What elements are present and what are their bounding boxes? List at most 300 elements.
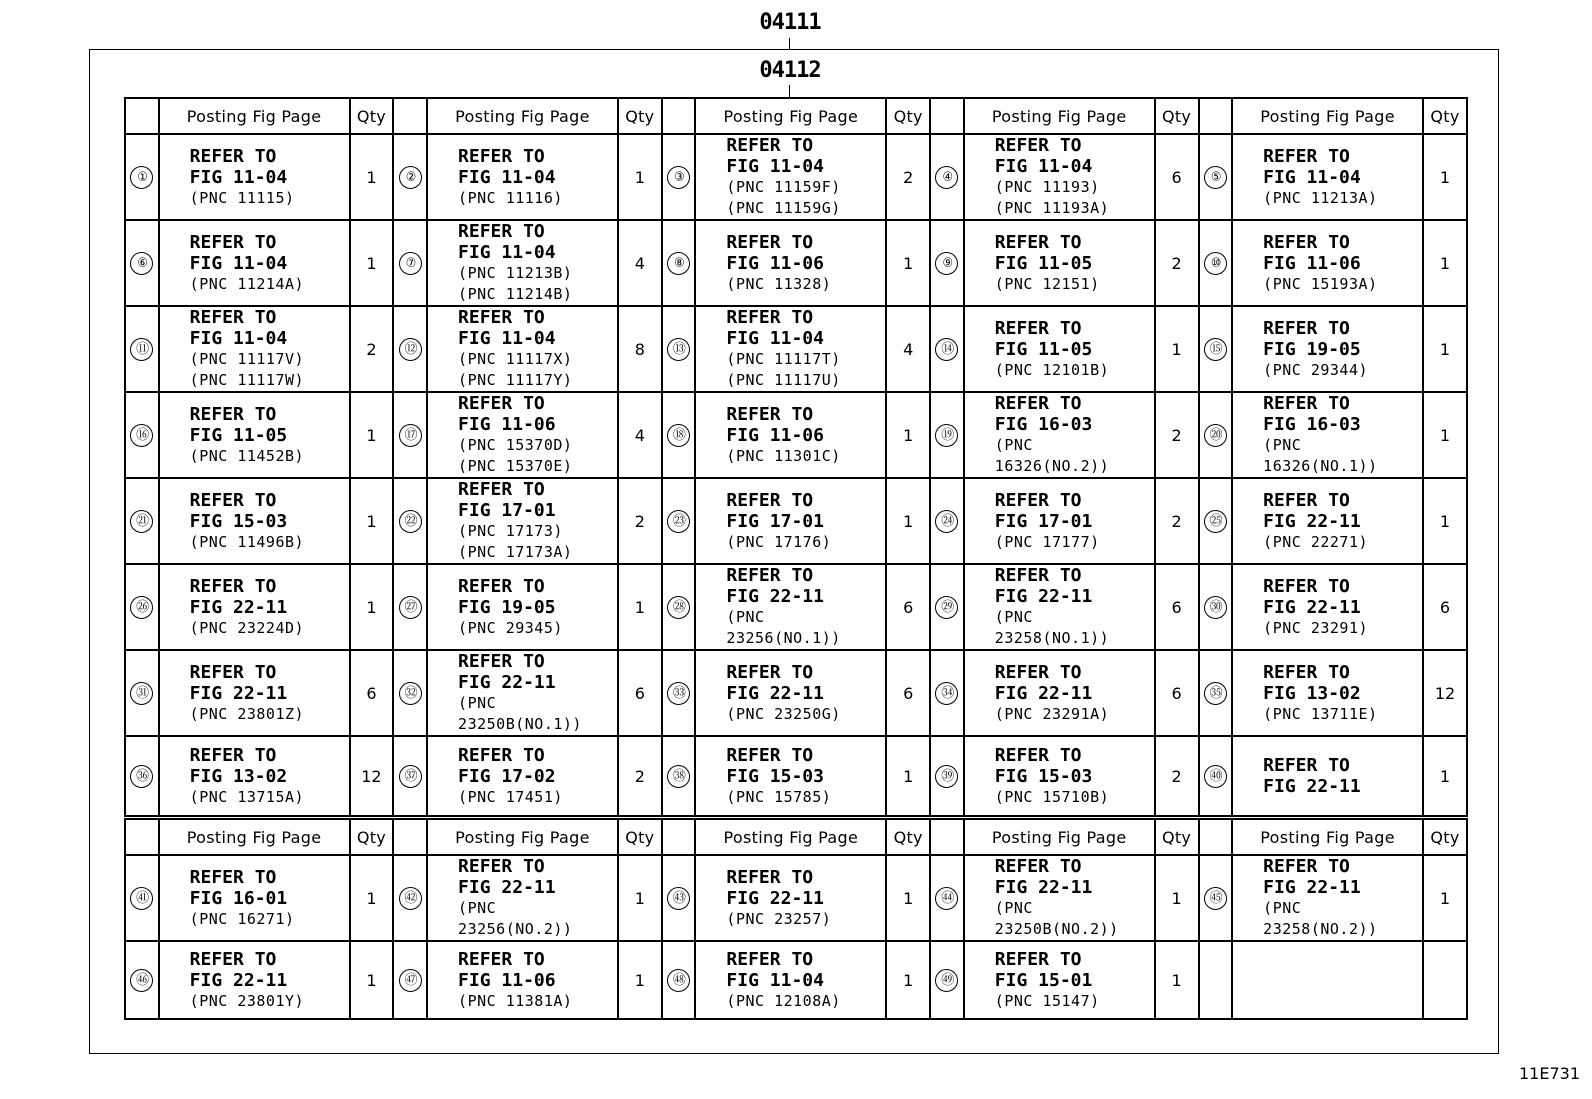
fig-ref-link[interactable]: FIG 22-11 (189, 969, 288, 991)
fig-ref-link[interactable]: FIG 22-11 (1263, 877, 1361, 898)
header-blank (662, 819, 696, 855)
pnc-text: (PNC 17173) (458, 522, 563, 540)
item-number-badge: ㉕ (1204, 510, 1227, 533)
pnc-text: (PNC 22271) (1263, 532, 1369, 551)
item-number-badge: ⑲ (935, 424, 958, 447)
fig-ref-link[interactable]: FIG 22-11 (1263, 776, 1361, 797)
reference-cell (159, 736, 350, 816)
qty-cell: 1 (350, 564, 394, 650)
reference-cell (427, 392, 618, 478)
qty-cell: 2 (618, 478, 662, 564)
fig-ref-link[interactable]: FIG 17-01 (458, 500, 556, 521)
fig-ref-link[interactable]: FIG 11-04 (1263, 166, 1361, 188)
pnc-text: (PNC 11214B) (458, 285, 573, 303)
fig-ref-link[interactable]: FIG 17-01 (994, 510, 1093, 532)
reference-cell (1232, 564, 1423, 650)
pnc-text: (PNC 23258(NO.1)) (994, 608, 1110, 647)
reference-cell (159, 478, 350, 564)
header-posting: Posting Fig Page (695, 819, 886, 855)
item-number-badge: ㊱ (130, 765, 153, 788)
pnc-text: (PNC 11328) (726, 274, 832, 293)
fig-ref-link[interactable]: FIG 11-04 (189, 166, 288, 188)
qty-cell: 1 (618, 941, 662, 1019)
item-number-cell (125, 306, 159, 392)
item-number-badge: ⑰ (399, 424, 422, 447)
refer-to-text: REFER TO (1263, 489, 1350, 511)
qty-cell: 2 (350, 306, 394, 392)
qty-cell: 4 (886, 306, 930, 392)
qty-cell: 1 (886, 220, 930, 306)
table-row (125, 478, 1467, 564)
item-number-cell (1199, 306, 1233, 392)
refer-to-text: REFER TO (189, 661, 277, 683)
table-row (125, 650, 1467, 736)
refer-to-text: REFER TO (1263, 755, 1350, 776)
pnc-text: (PNC 11381A) (458, 991, 573, 1010)
refer-to-text: REFER TO (458, 575, 545, 597)
table-row (125, 220, 1467, 306)
fig-ref-link[interactable]: FIG 11-04 (726, 328, 824, 349)
pnc-text: (PNC 11213A) (1263, 188, 1378, 207)
pnc-text: (PNC 23291A) (994, 704, 1110, 723)
refer-to-text: REFER TO (726, 948, 814, 970)
reference-cell (427, 650, 618, 736)
header-blank (393, 98, 427, 134)
reference-table-2 (124, 818, 1468, 1020)
pnc-text: (PNC 11117X) (458, 350, 573, 368)
header-qty: Qty (886, 819, 930, 855)
reference-cell (427, 941, 618, 1019)
fig-ref-link[interactable]: FIG 15-03 (726, 765, 824, 787)
refer-to-text: REFER TO (189, 866, 277, 888)
fig-ref-link[interactable]: FIG 15-03 (994, 765, 1093, 787)
fig-ref-link[interactable]: FIG 22-11 (458, 672, 556, 693)
qty-cell: 1 (618, 134, 662, 220)
refer-to-text: REFER TO (1263, 393, 1350, 414)
fig-ref-link[interactable]: FIG 11-04 (726, 969, 824, 991)
leader-line-top (789, 38, 790, 49)
refer-to-text: REFER TO (1263, 145, 1350, 167)
fig-ref-link[interactable]: FIG 11-04 (994, 156, 1093, 177)
qty-cell: 1 (350, 941, 394, 1019)
fig-ref-link[interactable]: FIG 11-04 (458, 166, 556, 188)
qty-cell: 6 (886, 564, 930, 650)
assembly-label: 04111 (759, 10, 821, 35)
item-number-badge: ㊾ (935, 969, 958, 992)
item-number-cell (393, 564, 427, 650)
qty-cell: 6 (886, 650, 930, 736)
reference-table-1 (124, 97, 1468, 817)
fig-ref-link[interactable]: FIG 13-02 (1263, 682, 1361, 704)
item-number-badge: ㉙ (935, 596, 958, 619)
item-number-badge: ㊴ (935, 765, 958, 788)
fig-ref-link[interactable]: FIG 22-11 (994, 586, 1093, 607)
fig-ref-link[interactable]: FIG 17-01 (726, 510, 824, 532)
reference-cell (159, 134, 350, 220)
pnc-text: (PNC 11496B) (189, 532, 305, 551)
item-number-badge: ① (130, 166, 153, 189)
header-posting: Posting Fig Page (159, 819, 350, 855)
pnc-text: (PNC 23256(NO.2)) (458, 899, 573, 938)
item-number-badge: ㊷ (399, 887, 422, 910)
fig-ref-link[interactable]: FIG 11-04 (726, 156, 824, 177)
qty-cell: 1 (350, 855, 394, 941)
fig-ref-link[interactable]: FIG 19-05 (458, 596, 556, 618)
fig-ref-link[interactable]: FIG 11-06 (458, 414, 556, 435)
item-number-badge: ㉖ (130, 596, 153, 619)
refer-to-text: REFER TO (994, 135, 1082, 156)
item-number-cell (125, 392, 159, 478)
header-qty: Qty (1155, 819, 1199, 855)
item-number-cell (125, 736, 159, 816)
qty-cell: 1 (350, 392, 394, 478)
refer-to-text: REFER TO (726, 403, 814, 425)
pnc-text: (PNC 23250B(NO.2)) (994, 899, 1119, 938)
fig-ref-link[interactable]: FIG 11-05 (189, 424, 288, 446)
fig-ref-link[interactable]: FIG 16-03 (1263, 414, 1361, 435)
qty-cell: 8 (618, 306, 662, 392)
fig-ref-link[interactable]: FIG 13-02 (189, 765, 288, 787)
refer-to-text: REFER TO (1263, 661, 1350, 683)
header-blank (393, 819, 427, 855)
reference-cell (1232, 478, 1423, 564)
pnc-text: (PNC 12108A) (726, 991, 841, 1010)
qty-cell: 1 (886, 478, 930, 564)
reference-cell (159, 392, 350, 478)
item-number-cell (1199, 220, 1233, 306)
item-number-badge: ⑱ (667, 424, 690, 447)
reference-cell (159, 941, 350, 1019)
qty-cell: 12 (350, 736, 394, 816)
fig-ref-link[interactable]: FIG 22-11 (189, 682, 288, 704)
pnc-text: (PNC 15370E) (458, 457, 573, 475)
fig-ref-link[interactable]: FIG 11-06 (726, 424, 824, 446)
item-number-badge: ㊲ (399, 765, 422, 788)
item-number-cell (125, 478, 159, 564)
reference-cell (1232, 941, 1423, 1019)
reference-cell (964, 941, 1155, 1019)
pnc-text: (PNC 23250G) (726, 704, 841, 723)
refer-to-text: REFER TO (458, 221, 545, 242)
reference-cell (1232, 306, 1423, 392)
qty-cell: 1 (350, 134, 394, 220)
item-number-badge: ㉓ (667, 510, 690, 533)
reference-cell (695, 650, 886, 736)
fig-ref-link[interactable]: FIG 22-11 (726, 887, 824, 909)
pnc-text: (PNC 16271) (189, 909, 295, 928)
reference-cell (964, 650, 1155, 736)
fig-ref-link[interactable]: FIG 22-11 (994, 682, 1093, 704)
reference-cell (427, 134, 618, 220)
fig-ref-link[interactable]: FIG 11-06 (458, 969, 556, 991)
fig-ref-link[interactable]: FIG 22-11 (189, 596, 288, 618)
header-blank (1199, 98, 1233, 134)
reference-cell (695, 220, 886, 306)
qty-cell: 1 (886, 941, 930, 1019)
fig-ref-link[interactable]: FIG 11-05 (994, 338, 1093, 360)
reference-cell (695, 564, 886, 650)
pnc-text: (PNC 17176) (726, 532, 832, 551)
refer-to-text: REFER TO (994, 744, 1082, 766)
pnc-text: (PNC 11117Y) (458, 371, 573, 389)
fig-ref-link[interactable]: FIG 11-06 (726, 252, 824, 274)
table-row (125, 306, 1467, 392)
header-posting: Posting Fig Page (1232, 819, 1423, 855)
qty-cell: 1 (1423, 134, 1467, 220)
reference-cell (1232, 220, 1423, 306)
qty-cell: 1 (350, 478, 394, 564)
pnc-text: (PNC 11452B) (189, 446, 305, 465)
fig-ref-link[interactable]: FIG 11-06 (1263, 252, 1361, 274)
item-number-cell (930, 220, 964, 306)
refer-to-text: REFER TO (189, 145, 277, 167)
pnc-text: (PNC 11117U) (726, 371, 841, 389)
item-number-cell (662, 564, 696, 650)
item-number-badge: ㊽ (667, 969, 690, 992)
item-number-badge: ㊸ (667, 887, 690, 910)
header-qty: Qty (886, 98, 930, 134)
header-posting: Posting Fig Page (427, 819, 618, 855)
item-number-badge: ㊺ (1204, 887, 1227, 910)
fig-ref-link[interactable]: FIG 11-05 (994, 252, 1093, 274)
pnc-text: (PNC 15710B) (994, 787, 1110, 806)
reference-cell (695, 306, 886, 392)
refer-to-text: REFER TO (726, 307, 814, 328)
fig-ref-link[interactable]: FIG 22-11 (726, 586, 824, 607)
item-number-cell (662, 855, 696, 941)
qty-cell: 4 (618, 392, 662, 478)
reference-cell (159, 220, 350, 306)
item-number-badge: ㉞ (935, 682, 958, 705)
item-number-badge: ⑦ (399, 252, 422, 275)
qty-cell: 6 (1155, 134, 1199, 220)
reference-cell (1232, 736, 1423, 816)
fig-ref-link[interactable]: FIG 19-05 (1263, 338, 1361, 360)
item-number-cell (1199, 134, 1233, 220)
qty-cell: 2 (1155, 220, 1199, 306)
reference-cell (1232, 855, 1423, 941)
item-number-cell (662, 478, 696, 564)
pnc-text: (PNC 13711E) (1263, 704, 1378, 723)
refer-to-text: REFER TO (189, 948, 277, 970)
header-posting: Posting Fig Page (1232, 98, 1423, 134)
pnc-text: (PNC 11214A) (189, 274, 305, 293)
item-number-badge: ㉝ (667, 682, 690, 705)
fig-ref-link[interactable]: FIG 15-03 (189, 510, 288, 532)
reference-cell (695, 736, 886, 816)
fig-ref-link[interactable]: FIG 22-11 (1263, 596, 1361, 618)
refer-to-text: REFER TO (726, 489, 814, 511)
item-number-cell (930, 134, 964, 220)
pnc-text: (PNC 17173A) (458, 543, 573, 561)
pnc-text: (PNC 16326(NO.2)) (994, 436, 1110, 475)
fig-ref-link[interactable]: FIG 22-11 (1263, 510, 1361, 532)
fig-ref-link[interactable]: FIG 22-11 (994, 877, 1093, 898)
fig-ref-link[interactable]: FIG 22-11 (726, 682, 824, 704)
refer-to-text: REFER TO (458, 651, 545, 672)
item-number-badge: ⑭ (935, 338, 958, 361)
qty-cell: 1 (886, 736, 930, 816)
item-number-cell (393, 941, 427, 1019)
refer-to-text: REFER TO (1263, 575, 1350, 597)
header-posting: Posting Fig Page (964, 98, 1155, 134)
item-number-cell (930, 736, 964, 816)
item-number-cell (1199, 392, 1233, 478)
reference-cell (964, 478, 1155, 564)
item-number-cell (930, 650, 964, 736)
pnc-text: (PNC 15147) (994, 991, 1100, 1010)
item-number-badge: ⑥ (130, 252, 153, 275)
reference-cell (1232, 650, 1423, 736)
qty-cell: 2 (618, 736, 662, 816)
item-number-badge: ㉟ (1204, 682, 1227, 705)
qty-cell: 1 (1423, 306, 1467, 392)
item-number-cell (1199, 855, 1233, 941)
item-number-cell (125, 855, 159, 941)
sub-assembly-label: 04112 (759, 58, 821, 83)
item-number-badge: ⑳ (1204, 424, 1227, 447)
item-number-cell (930, 855, 964, 941)
fig-ref-link[interactable]: FIG 15-01 (994, 969, 1093, 991)
qty-cell: 12 (1423, 650, 1467, 736)
pnc-text: (PNC 13715A) (189, 787, 305, 806)
fig-ref-link[interactable]: FIG 11-04 (189, 252, 288, 274)
refer-to-text: REFER TO (726, 135, 814, 156)
refer-to-text: REFER TO (458, 744, 545, 766)
header-posting: Posting Fig Page (964, 819, 1155, 855)
header-qty: Qty (350, 819, 394, 855)
refer-to-text: REFER TO (189, 307, 277, 328)
qty-cell: 1 (1423, 855, 1467, 941)
fig-ref-link[interactable]: FIG 11-04 (458, 328, 556, 349)
item-number-cell (1199, 478, 1233, 564)
pnc-text: (PNC 11159F) (726, 178, 841, 196)
item-number-badge: ㉘ (667, 596, 690, 619)
item-number-cell (662, 392, 696, 478)
qty-cell: 4 (618, 220, 662, 306)
refer-to-text: REFER TO (994, 231, 1082, 253)
item-number-badge: ㊻ (130, 969, 153, 992)
pnc-text: (PNC 15193A) (1263, 274, 1378, 293)
item-number-cell (662, 736, 696, 816)
pnc-text: (PNC 11115) (189, 188, 295, 207)
item-number-badge: ㉚ (1204, 596, 1227, 619)
item-number-cell (1199, 650, 1233, 736)
pnc-text: (PNC 23257) (726, 909, 832, 928)
pnc-text: (PNC 16326(NO.1)) (1263, 436, 1378, 475)
reference-cell (695, 392, 886, 478)
pnc-text: (PNC 23250B(NO.1)) (458, 694, 582, 733)
refer-to-text: REFER TO (994, 489, 1082, 511)
table-row (125, 941, 1467, 1019)
pnc-text: (PNC 23801Y) (189, 991, 305, 1010)
header-blank (1199, 819, 1233, 855)
pnc-text: (PNC 11116) (458, 188, 563, 207)
pnc-text: (PNC 23256(NO.1)) (726, 608, 841, 647)
reference-cell (159, 306, 350, 392)
header-qty: Qty (1155, 98, 1199, 134)
item-number-badge: ⑮ (1204, 338, 1227, 361)
table-row (125, 736, 1467, 816)
item-number-badge: ㉛ (130, 682, 153, 705)
table-row (125, 134, 1467, 220)
qty-cell (1423, 941, 1467, 1019)
pnc-text: (PNC 23258(NO.2)) (1263, 899, 1378, 938)
pnc-text: (PNC 12151) (994, 274, 1100, 293)
qty-cell: 1 (1155, 306, 1199, 392)
header-posting: Posting Fig Page (695, 98, 886, 134)
qty-cell: 1 (1423, 736, 1467, 816)
refer-to-text: REFER TO (994, 393, 1082, 414)
reference-cell (159, 855, 350, 941)
pnc-text: (PNC 11117T) (726, 350, 841, 368)
item-number-cell (393, 392, 427, 478)
qty-cell: 1 (886, 392, 930, 478)
reference-cell (427, 564, 618, 650)
reference-cell (964, 855, 1155, 941)
pnc-text: (PNC 23224D) (189, 618, 305, 637)
refer-to-text: REFER TO (458, 307, 545, 328)
refer-to-text: REFER TO (726, 565, 814, 586)
item-number-badge: ㊵ (1204, 765, 1227, 788)
refer-to-text: REFER TO (726, 744, 814, 766)
reference-cell (159, 650, 350, 736)
reference-cell (964, 392, 1155, 478)
qty-cell: 1 (1423, 478, 1467, 564)
item-number-cell (662, 650, 696, 736)
pnc-text: (PNC 11159G) (726, 199, 841, 217)
item-number-badge: ㉔ (935, 510, 958, 533)
refer-to-text: REFER TO (726, 231, 814, 253)
item-number-badge: ⑪ (130, 338, 153, 361)
refer-to-text: REFER TO (458, 145, 545, 167)
table-row (125, 855, 1467, 941)
item-number-badge: ⑨ (935, 252, 958, 275)
header-blank (930, 819, 964, 855)
fig-ref-link[interactable]: FIG 17-02 (458, 765, 556, 787)
qty-cell: 2 (1155, 736, 1199, 816)
item-number-cell (662, 306, 696, 392)
header-qty: Qty (618, 819, 662, 855)
reference-cell (1232, 392, 1423, 478)
refer-to-text: REFER TO (994, 948, 1082, 970)
fig-ref-link[interactable]: FIG 16-01 (189, 887, 288, 909)
refer-to-text: REFER TO (994, 856, 1082, 877)
header-posting: Posting Fig Page (427, 98, 618, 134)
reference-cell (964, 220, 1155, 306)
item-number-cell (393, 736, 427, 816)
reference-cell (964, 306, 1155, 392)
reference-cell (964, 736, 1155, 816)
pnc-text: (PNC 15785) (726, 787, 832, 806)
qty-cell: 1 (1423, 392, 1467, 478)
pnc-text: (PNC 11117W) (189, 371, 305, 389)
qty-cell: 1 (1155, 941, 1199, 1019)
refer-to-text: REFER TO (189, 575, 277, 597)
figure-code: 11E731 (1518, 1064, 1580, 1083)
fig-ref-link[interactable]: FIG 16-03 (994, 414, 1093, 435)
reference-cell (1232, 134, 1423, 220)
fig-ref-link[interactable]: FIG 22-11 (458, 877, 556, 898)
fig-ref-link[interactable]: FIG 11-04 (189, 328, 288, 349)
item-number-cell (930, 478, 964, 564)
refer-to-text: REFER TO (994, 565, 1082, 586)
item-number-cell (393, 220, 427, 306)
item-number-badge: ⑬ (667, 338, 690, 361)
fig-ref-link[interactable]: FIG 11-04 (458, 242, 556, 263)
reference-cell (695, 134, 886, 220)
item-number-cell (393, 134, 427, 220)
